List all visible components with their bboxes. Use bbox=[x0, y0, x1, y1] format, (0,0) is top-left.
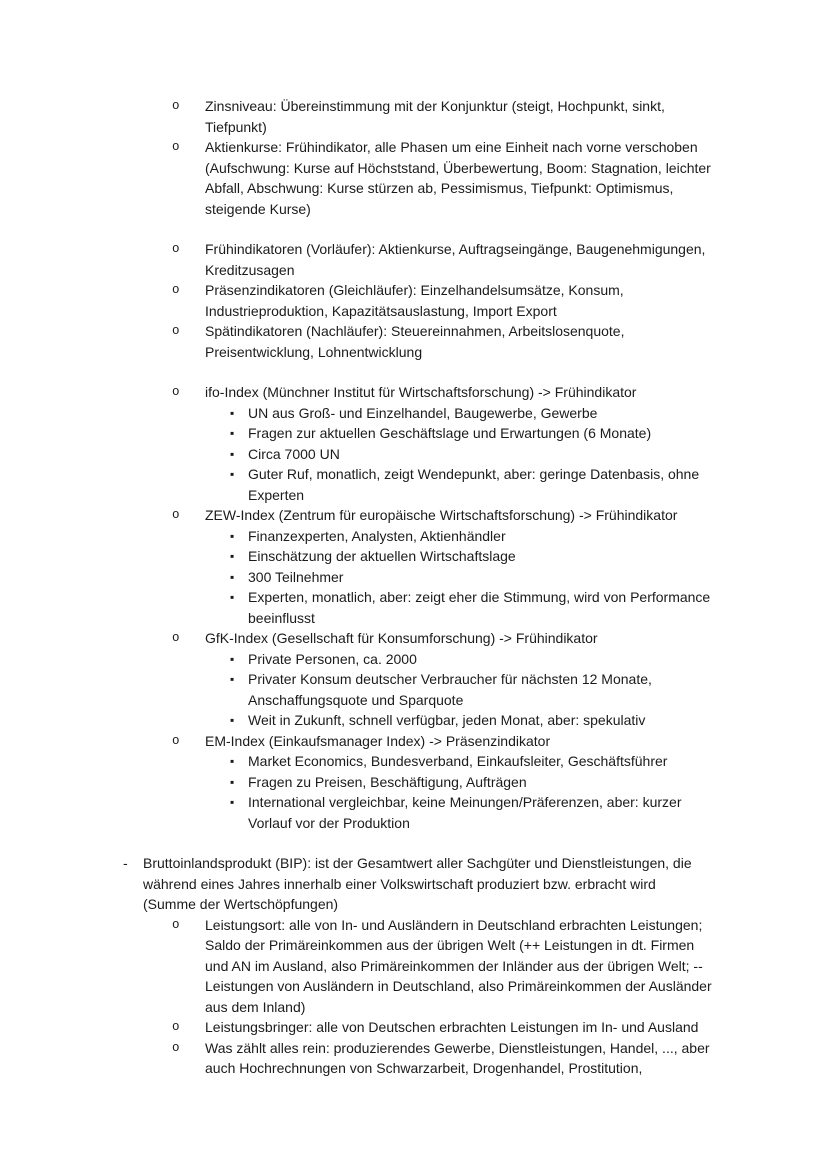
list-item-text: Experten, monatlich, aber: zeigt eher die Stimmung, wird von Performance beeinflusst bbox=[248, 589, 711, 626]
list-item-text: Privater Konsum deutscher Verbraucher für nächsten 12 Monate, Anschaffungsquote und Sparquote bbox=[248, 671, 652, 708]
list-item-text: Market Economics, Bundesverband, Einkaufsleiter, Geschäftsführer bbox=[248, 753, 668, 769]
list-item-text: Präsenzindikatoren (Gleichläufer): Einzelhandelsumsätze, Konsum, Industrieproduktion, Kapazitätsauslastung, Import Export bbox=[205, 282, 624, 319]
square-bullet-icon: ▪ bbox=[230, 569, 235, 584]
square-bullet-icon: ▪ bbox=[230, 528, 235, 543]
list-item bbox=[0, 546, 712, 567]
square-bullet-icon: ▪ bbox=[230, 446, 235, 461]
list-item-text: Guter Ruf, monatlich, zeigt Wendepunkt, aber: geringe Datenbasis, ohne Experten bbox=[248, 466, 700, 503]
circle-bullet: o bbox=[172, 140, 180, 154]
list-item bbox=[0, 464, 712, 505]
square-bullet-icon: ▪ bbox=[230, 795, 235, 809]
list-item bbox=[0, 587, 712, 628]
list-item bbox=[0, 731, 712, 752]
square-bullet-icon: ▪ bbox=[230, 672, 235, 686]
square-bullet-icon: ▪ bbox=[230, 590, 235, 604]
list-item bbox=[0, 628, 712, 649]
list-item bbox=[0, 382, 712, 403]
list-item-text: Finanzexperten, Analysten, Aktienhändler bbox=[248, 527, 506, 544]
list-item-text: Circa 7000 UN bbox=[248, 445, 340, 462]
list-item-text: UN aus Groß- und Einzelhandel, Baugewerbe, Gewerbe bbox=[248, 404, 598, 421]
list-item bbox=[0, 567, 712, 588]
list-item-text: 300 Teilnehmer bbox=[248, 568, 344, 585]
circle-bullet: o bbox=[172, 324, 180, 338]
list-item-text: Zinsniveau: Übereinstimmung mit der Konjunktur (steigt, Hochpunkt, sinkt, Tiefpunkt) bbox=[205, 98, 665, 135]
list-item-text: EM-Index (Einkaufsmanager Index) -> Präsenzindikator bbox=[205, 732, 551, 749]
circle-bullet: o bbox=[172, 733, 180, 748]
list-item bbox=[0, 280, 712, 321]
list-item-text: International vergleichbar, keine Meinungen/Präferenzen, aber: kurzer Vorlauf vor der Produktion bbox=[248, 794, 682, 831]
list-item-text: ifo-Index (Münchner Institut für Wirtschaftsforschung) -> Frühindikator bbox=[205, 384, 637, 400]
list-item-text: Private Personen, ca. 2000 bbox=[248, 650, 417, 667]
circle-bullet: o bbox=[172, 508, 180, 522]
square-bullet-icon: ▪ bbox=[230, 774, 235, 789]
circle-bullet: o bbox=[172, 385, 180, 399]
list-item bbox=[0, 649, 712, 670]
list-item bbox=[0, 710, 712, 731]
list-item bbox=[0, 1038, 712, 1079]
list-item-text: Fragen zu Preisen, Beschäftigung, Aufträgen bbox=[248, 773, 527, 790]
list-item bbox=[0, 444, 712, 465]
list-item bbox=[0, 772, 712, 793]
circle-bullet: o bbox=[172, 1040, 180, 1055]
list-item-text: Weit in Zukunft, schnell verfügbar, jeden Monat, aber: spekulativ bbox=[248, 712, 646, 728]
list-item bbox=[0, 505, 712, 526]
dash-bullet: - bbox=[123, 855, 128, 871]
circle-bullet: o bbox=[172, 1020, 180, 1034]
square-bullet-icon: ▪ bbox=[230, 713, 235, 727]
list-item-text: Leistungsbringer: alle von Deutschen erbrachten Leistungen im In- und Ausland bbox=[205, 1019, 699, 1035]
list-item bbox=[0, 321, 712, 362]
circle-bullet: o bbox=[172, 631, 180, 645]
list-item-text: Bruttoinlandsprodukt (BIP): ist der Gesamtwert aller Sachgüter und Dienstleistungen, die während eines Jahres innerhalb einer Volkswirtschaft produziert bzw. erbracht wird (Summe der Wertschöpfungen) bbox=[143, 855, 692, 912]
list-item-text: Leistungsort: alle von In- und Ausländern in Deutschland erbrachten Leistungen; Saldo der Primäreinkommen aus der übrigen Welt (++ Leistungen in dt. Firmen und AN im Ausland, also Primäreinkommen der Inländer aus der übrigen Welt; -- Leistungen von Ausländern in Deutschland, also Primäreinkommen der Ausländer aus dem Inland) bbox=[205, 916, 712, 1015]
list-item bbox=[0, 1017, 712, 1038]
list-item bbox=[0, 792, 712, 833]
circle-bullet: o bbox=[172, 917, 180, 932]
list-item bbox=[0, 423, 712, 444]
square-bullet-icon: ▪ bbox=[230, 426, 235, 440]
list-item-text: Aktienkurse: Frühindikator, alle Phasen um eine Einheit nach vorne verschoben (Aufschwung: Kurse auf Höchststand, Überbewertung, Boom: Stagnation, leichter Abfall, Abschwung: Kurse stürzen ab, Pessimismus, Tiefpunkt: Optimismus, steigende Kurse) bbox=[205, 139, 711, 217]
list-item-text: Frühindikatoren (Vorläufer): Aktienkurse, Auftragseingänge, Baugenehmigungen, Kreditzusagen bbox=[205, 241, 706, 278]
list-item-text: Spätindikatoren (Nachläufer): Steuereinnahmen, Arbeitslosenquote, Preisentwicklung, Lohnentwicklung bbox=[205, 323, 625, 360]
list-item bbox=[0, 915, 712, 1018]
square-bullet-icon: ▪ bbox=[230, 651, 235, 666]
circle-bullet: o bbox=[172, 242, 180, 256]
square-bullet-icon: ▪ bbox=[230, 405, 235, 420]
list-item bbox=[0, 853, 712, 915]
list-item bbox=[0, 137, 712, 219]
list-item bbox=[0, 751, 712, 772]
bullet-list bbox=[0, 96, 712, 1079]
list-item bbox=[0, 526, 712, 547]
square-bullet-icon: ▪ bbox=[230, 754, 235, 768]
list-item bbox=[0, 239, 712, 280]
list-item-text: Fragen zur aktuellen Geschäftslage und Erwartungen (6 Monate) bbox=[248, 425, 652, 441]
circle-bullet: o bbox=[172, 283, 180, 297]
list-item bbox=[0, 96, 712, 137]
list-item bbox=[0, 403, 712, 424]
list-item-text: ZEW-Index (Zentrum für europäische Wirtschaftsforschung) -> Frühindikator bbox=[205, 507, 678, 523]
square-bullet-icon: ▪ bbox=[230, 467, 235, 481]
list-item-text: Einschätzung der aktuellen Wirtschaftslage bbox=[248, 548, 516, 564]
list-item bbox=[0, 669, 712, 710]
list-item-text: GfK-Index (Gesellschaft für Konsumforschung) -> Frühindikator bbox=[205, 630, 598, 646]
circle-bullet: o bbox=[172, 99, 180, 113]
square-bullet-icon: ▪ bbox=[230, 549, 235, 563]
list-item-text: Was zählt alles rein: produzierendes Gewerbe, Dienstleistungen, Handel, ..., aber auch Hochrechnungen von Schwarzarbeit, Drogenhandel, Prostitution, bbox=[205, 1039, 710, 1076]
